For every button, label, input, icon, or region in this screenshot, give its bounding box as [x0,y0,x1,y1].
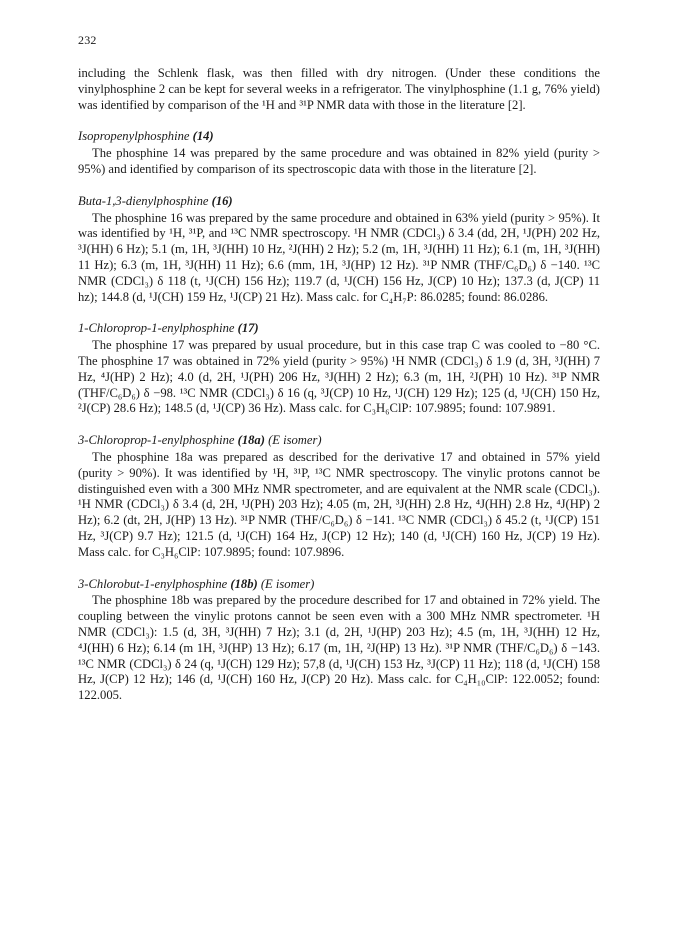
section-body-isopropenylphosphine: The phosphine 14 was prepared by the same procedure and was obtained in 82% yield (purity > 95%) and identified by comparison of its spectroscopic data with those in the literature [2]. [78,146,600,176]
article-body [78,66,600,704]
section-body-3-chloroprop-1-enylphosphine: The phosphine 18a was prepared as described for the derivative 17 and obtained in 57% yield (purity > 90%). It was identified by ¹H, ³¹P, ¹³C NMR spectroscopy. The vinylic protons cannot be distinguished even with a 300 MHz NMR spectrometer, and are equivalent at the NMR scale (CDCl₃). ¹H NMR (CDCl₃) δ 3.4 (d, 2H, ¹J(PH) 203 Hz); 4.05 (m, 2H, ³J(HH) 2.8 Hz, ⁴J(HH) 2.8 Hz, ⁴J(HP) 2 Hz); 6.2 (dt, 2H, J(HP) 13 Hz). ³¹P NMR (THF/C₆D₆) δ −141. ¹³C NMR (CDCl₃) δ 45.2 (t, ¹J(CP) 151 Hz, ³J(CP) 9.7 Hz); 121.5 (d, ¹J(CH) 164 Hz, J(CP) 12 Hz); 140 (d, ¹J(CH) 160 Hz, J(CP) 19 Hz). Mass calc. for C₃H₆ClP: 107.9895; found: 107.9896. [78,449,600,559]
section-body-butadienylphosphine: The phosphine 16 was prepared by the same procedure and obtained in 63% yield (purity > 95%). It was identified by ¹H, ³¹P, and ¹³C NMR spectroscopy. ¹H NMR (CDCl₃) δ 3.4 (dd, 2H, ¹J(PH) 202 Hz, ³J(HH) 6 Hz); 5.1 (m, 1H, ³J(HH) 10 Hz, ²J(HH) 2 Hz); 5.2 (m, 1H, ³J(HH) 11 Hz); 6.1 (m, 1H, ³J(HH) 11 Hz); 6.3 (m, 1H, ³J(HH) 11 Hz); 6.6 (mm, 1H, ³J(HP) 12 Hz). ³¹P NMR (THF/C₆D₆) δ −140. ¹³C NMR (CDCl₃) δ 118 (t, ¹J(CH) 156 Hz); 119.7 (d, ¹J(CH) 156 Hz, J(CP) 10 Hz); 137.3 (d, J(CP) 11 hz); 144.8 (d, ¹J(CH) 159 Hz, ¹J(CP) 21 Hz). Mass calc. for C₄H₇P: 86.0285; found: 86.0286. [78,210,600,304]
section-title: 3-Chloroprop-1-enylphosphine [78,433,235,448]
section-heading-butadienylphosphine [78,194,600,210]
section-heading-isopropenylphosphine [78,129,600,145]
section-heading-3-chlorobut-1-enylphosphine [78,577,600,593]
section-body-chloroprop-1-enylphosphine: The phosphine 17 was prepared by usual procedure, but in this case trap C was cooled to −80 °C. The phosphine 17 was obtained in 72% yield (purity > 95%) ¹H NMR (CDCl₃) δ 1.9 (d, 3H, ³J(HH) 7 Hz, ⁴J(HP) 2 Hz); 4.0 (d, 2H, ¹J(PH) 206 Hz, ³J(HH) 2 Hz); 6.3 (m, 1H, ²J(PH) 10 Hz). ³¹P NMR (THF/C₆D₆) δ −98. ¹³C NMR (CDCl₃) δ 16 (q, ³J(CP) 10 Hz, ¹J(CH) 129 Hz); 125 (d, ¹J(CH) 150 Hz, ²J(CP) 28.6 Hz); 148.5 (d, ¹J(CP) 36 Hz). Mass calc. for C₃H₆ClP: 107.9895; found: 107.9891. [78,338,600,416]
isomer-label: (E isomer) [268,433,322,448]
compound-number: (18b) [230,576,258,591]
section-title: Buta-1,3-dienylphosphine [78,193,209,208]
compound-number: (16) [211,193,233,208]
compound-number: (17) [237,321,259,336]
section-heading-chloroprop-1-enylphosphine [78,321,600,337]
page-number: 232 [78,33,97,47]
compound-number: (14) [192,129,214,144]
isomer-label: (E isomer) [260,576,315,591]
section-body-3-chlorobut-1-enylphosphine: The phosphine 18b was prepared by the procedure described for 17 and obtained in 72% yield. The coupling between the vinylic protons cannot be seen even with a 300 MHz NMR spectrometer. ¹H NMR (CDCl₃): 1.5 (d, 3H, ³J(HH) 7 Hz); 3.1 (d, 2H, ¹J(HP) 203 Hz); 4.5 (m, 1H, ³J(HH) 12 Hz, ⁴J(HH) 6 Hz); 6.14 (m 1H, ³J(HP) 13 Hz); 6.17 (m, 1H, ²J(HP) 13 Hz). ³¹P NMR (THF/C₆D₆) δ −143. ¹³C NMR (CDCl₃) δ 24 (q, ¹J(CH) 129 Hz); 57,8 (d, ¹J(CH) 153 Hz, ³J(CP) 11 Hz); 118 (d, ¹J(CH) 158 Hz, J(CP) 12 Hz); 146 (d, ¹J(CH) 160 Hz, J(CP) 20 Hz). Mass calc. for C₄H₁₀ClP: 122.0052; found: 122.005. [78,593,600,703]
intro-paragraph: including the Schlenk flask, was then filled with dry nitrogen. (Under these conditions the vinylphosphine 2 can be kept for several weeks in a refrigerator. The vinylphosphine (1.1 g, 76% yield) was identified by comparison of the ¹H and ³¹P NMR data with those in the literature [2]. [78,66,600,112]
compound-number: (18a) [237,433,265,448]
section-heading-3-chloroprop-1-enylphosphine [78,433,600,449]
section-title: 1-Chloroprop-1-enylphosphine [78,321,235,336]
section-title: Isopropenylphosphine [78,129,190,144]
section-title: 3-Chlorobut-1-enylphosphine [78,576,228,591]
